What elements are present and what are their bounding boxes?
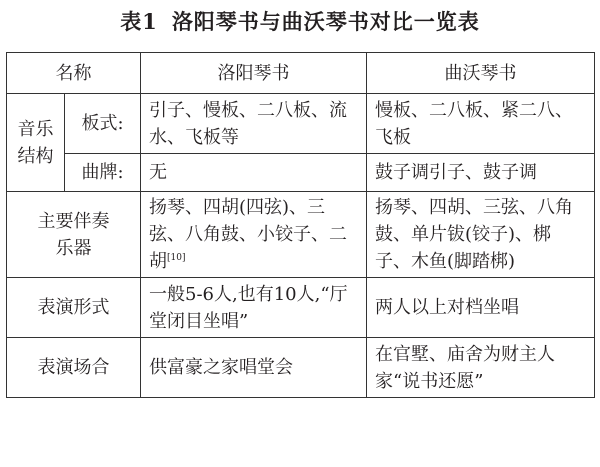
table-row-venue <box>7 338 595 398</box>
table-title <box>0 0 600 46</box>
venue-label: 表演场合 <box>7 338 141 398</box>
header-row <box>7 53 595 94</box>
banshi-quwo: 慢板、二八板、紧二八、飞板 <box>367 94 595 154</box>
banshi-luoyang: 引子、慢板、二八板、流水、飞板等 <box>141 94 367 154</box>
instruments-label-line2: 乐器 <box>55 237 92 259</box>
instruments-label-line1: 主要伴奏 <box>37 210 110 232</box>
table-caption: 洛阳琴书与曲沃琴书对比一览表 <box>171 9 480 34</box>
header-quwo: 曲沃琴书 <box>367 53 595 94</box>
qupai-quwo: 鼓子调引子、鼓子调 <box>367 154 595 192</box>
form-label: 表演形式 <box>7 278 141 338</box>
reference-marker: [10] <box>167 253 186 263</box>
table-row-banshi <box>7 94 595 154</box>
instruments-label <box>7 192 141 278</box>
table-row-form <box>7 278 595 338</box>
form-luoyang: 一般5-6人,也有10人,“厅堂闭目坐唱” <box>141 278 367 338</box>
music-structure-label <box>7 94 65 192</box>
form-quwo: 两人以上对档坐唱 <box>367 278 595 338</box>
banshi-label: 板式: <box>65 94 141 154</box>
instruments-luoyang <box>141 192 367 278</box>
comparison-table <box>6 52 595 398</box>
instruments-quwo: 扬琴、四胡、三弦、八角鼓、单片钹(铰子)、梆子、木鱼(脚踏梆) <box>367 192 595 278</box>
music-structure-label-line2: 结构 <box>17 145 54 167</box>
table-number: 表1 <box>120 9 158 34</box>
table-row-instruments <box>7 192 595 278</box>
header-luoyang: 洛阳琴书 <box>141 53 367 94</box>
venue-luoyang: 供富豪之家唱堂会 <box>141 338 367 398</box>
instruments-luoyang-text: 扬琴、四胡(四弦)、三弦、八角鼓、小铰子、二胡 <box>149 197 347 272</box>
table-row-qupai <box>7 154 595 192</box>
music-structure-label-line1: 音乐 <box>17 118 54 140</box>
qupai-label: 曲牌: <box>65 154 141 192</box>
header-name: 名称 <box>7 53 141 94</box>
qupai-luoyang: 无 <box>141 154 367 192</box>
venue-quwo: 在官墅、庙舍为财主人家“说书还愿” <box>367 338 595 398</box>
